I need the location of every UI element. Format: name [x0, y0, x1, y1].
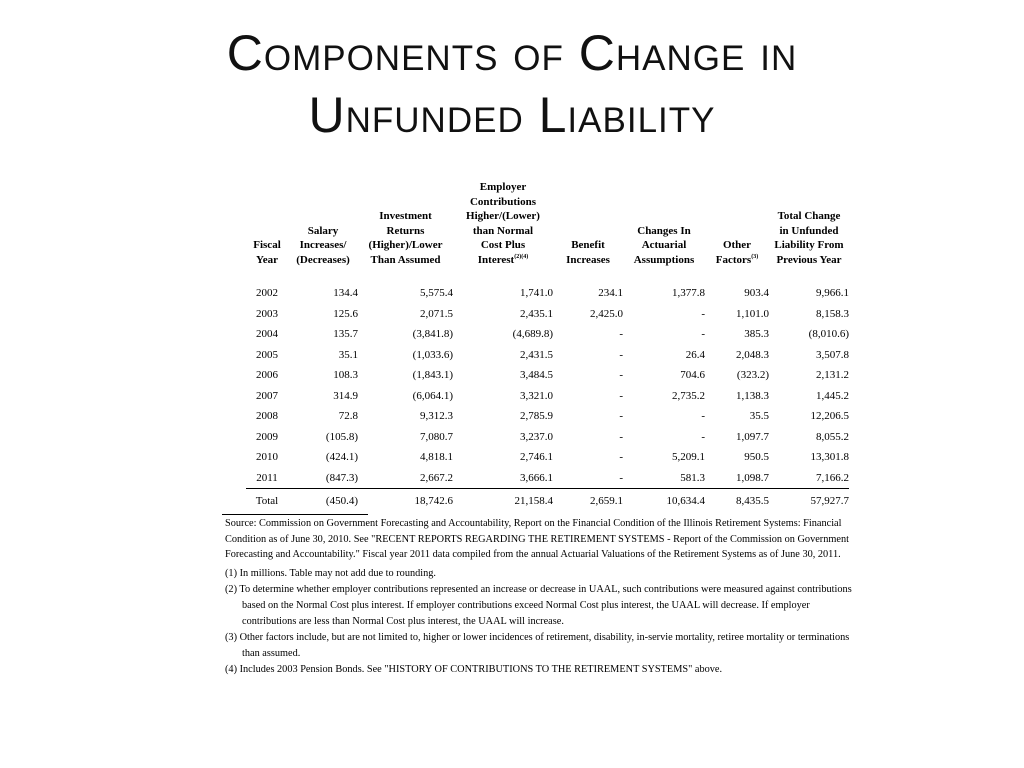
table-row — [246, 324, 849, 345]
cell-salary: 314.9 — [333, 389, 358, 402]
cell-year: 2003 — [256, 307, 278, 320]
cell-total: 9,966.1 — [816, 287, 849, 300]
cell-benefit: - — [619, 451, 623, 464]
footnote-1: (1) In millions. Table may not add due to rounding. — [225, 567, 437, 579]
table-row — [246, 468, 849, 489]
cell-salary: (847.3) — [325, 471, 358, 484]
footnote-marker: (2)(4) — [514, 253, 529, 260]
cell-actuarial: - — [701, 430, 705, 443]
cell-investment: 18,742.6 — [358, 489, 453, 512]
cell-total: 8,055.2 — [816, 430, 849, 443]
cell-total: 7,166.2 — [816, 471, 849, 484]
cell-year: 2008 — [256, 410, 278, 423]
table-row — [246, 345, 849, 366]
cell-year: 2011 — [256, 471, 278, 484]
cell-other: 35.5 — [749, 410, 769, 423]
header-fiscal-year: Fiscal Year — [253, 239, 281, 266]
cell-actuarial: - — [701, 307, 705, 320]
cell-salary: 108.3 — [333, 369, 358, 382]
cell-investment: (3,841.8) — [412, 328, 453, 341]
footnote-divider — [222, 514, 368, 515]
cell-actuarial: 26.4 — [685, 348, 705, 361]
cell-actuarial: 2,735.2 — [672, 389, 705, 402]
cell-other: 8,435.5 — [705, 489, 769, 512]
table-row — [246, 386, 849, 407]
footnote-4: (4) Includes 2003 Pension Bonds. See "HISTORY OF CONTRIBUTIONS TO THE RETIREMENT SYSTEMS" above. — [225, 664, 723, 676]
table-total-row — [246, 489, 849, 512]
cell-salary: (105.8) — [325, 430, 358, 443]
cell-employer: (4,689.8) — [512, 328, 553, 341]
header-employer-contributions: Employer Contributions Higher/(Lower) than Normal Cost Plus Interest$^{(2)(4)}$ — [466, 181, 540, 266]
header-other-factors: Other Factors$^{(3)}$ — [715, 239, 759, 266]
cell-employer: 3,321.0 — [520, 389, 553, 402]
cell-year: Total — [246, 489, 288, 512]
cell-employer: 2,746.1 — [520, 451, 553, 464]
cell-investment: 2,071.5 — [420, 307, 453, 320]
cell-investment: (1,033.6) — [412, 348, 453, 361]
cell-benefit: - — [619, 389, 623, 402]
cell-employer: 21,158.4 — [453, 489, 553, 512]
cell-actuarial: 5,209.1 — [672, 451, 705, 464]
cell-actuarial: 581.3 — [680, 471, 705, 484]
cell-actuarial: 704.6 — [680, 369, 705, 382]
footnote-3: (3) Other factors include, but are not limited to, higher or lower incidences of retirement, disability, in-servie mortality, retiree mortality or terminations than assumed. — [225, 632, 850, 659]
cell-total: (8,010.6) — [808, 328, 849, 341]
notes-section — [225, 516, 855, 679]
table-row — [246, 406, 849, 427]
header-total-change: Total Change in Unfunded Liability From Previous Year — [774, 210, 844, 266]
cell-employer: 1,741.0 — [520, 287, 553, 300]
cell-employer: 3,666.1 — [520, 471, 553, 484]
cell-employer: 2,785.9 — [520, 410, 553, 423]
cell-salary: 135.7 — [333, 328, 358, 341]
cell-investment: (6,064.1) — [412, 389, 453, 402]
cell-total: 8,158.3 — [816, 307, 849, 320]
cell-benefit: - — [619, 410, 623, 423]
cell-other: 903.4 — [744, 287, 769, 300]
cell-other: (323.2) — [736, 369, 769, 382]
cell-year: 2002 — [256, 287, 278, 300]
cell-benefit: - — [619, 471, 623, 484]
cell-investment: 2,667.2 — [420, 471, 453, 484]
table-row — [246, 365, 849, 386]
table-body — [246, 273, 849, 512]
cell-other: 1,097.7 — [736, 430, 769, 443]
header-actuarial-assumptions: Changes In Actuarial Assumptions — [633, 224, 695, 266]
cell-salary: 125.6 — [333, 307, 358, 320]
cell-employer: 2,431.5 — [520, 348, 553, 361]
cell-salary: 134.4 — [333, 287, 358, 300]
cell-salary: 35.1 — [338, 348, 358, 361]
cell-benefit: - — [619, 369, 623, 382]
cell-year: 2010 — [256, 451, 278, 464]
cell-employer: 3,484.5 — [520, 369, 553, 382]
cell-actuarial: 1,377.8 — [672, 287, 705, 300]
cell-year: 2006 — [256, 369, 278, 382]
cell-benefit: 2,659.1 — [553, 489, 623, 512]
cell-other: 1,138.3 — [736, 389, 769, 402]
cell-benefit: 2,425.0 — [590, 307, 623, 320]
cell-benefit: - — [619, 348, 623, 361]
cell-year: 2005 — [256, 348, 278, 361]
cell-benefit: 234.1 — [598, 287, 623, 300]
cell-year: 2004 — [256, 328, 278, 341]
footnote-2: (2) To determine whether employer contributions represented an increase or decrease in UAAL, such contributions were measured against contributions based on the Normal Cost plus interest. If employer contributions exceed Normal Cost plus interest, the UAAL will decrease. If employer contributions are less than Normal Cost plus interest, the UAAL will increase. — [225, 584, 852, 627]
cell-total: 2,131.2 — [816, 369, 849, 382]
header-salary-increases: Salary Increases/ (Decreases) — [296, 224, 350, 266]
cell-other: 950.5 — [744, 451, 769, 464]
cell-actuarial: - — [701, 328, 705, 341]
cell-total: 1,445.2 — [816, 389, 849, 402]
cell-year: 2009 — [256, 430, 278, 443]
cell-other: 1,101.0 — [736, 307, 769, 320]
cell-salary: (424.1) — [325, 451, 358, 464]
unfunded-liability-table — [246, 180, 849, 512]
cell-total: 57,927.7 — [769, 489, 849, 512]
cell-investment: (1,843.1) — [412, 369, 453, 382]
table-row — [246, 447, 849, 468]
cell-investment: 7,080.7 — [420, 430, 453, 443]
cell-salary: 72.8 — [338, 410, 358, 423]
slide-title-line-1: Components of Change in — [226, 25, 798, 81]
footnote-marker: (3) — [751, 253, 759, 260]
cell-salary: (450.4) — [288, 489, 358, 512]
cell-benefit: - — [619, 328, 623, 341]
table-row — [246, 304, 849, 325]
table-header — [246, 180, 849, 273]
cell-benefit: - — [619, 430, 623, 443]
cell-investment: 9,312.3 — [420, 410, 453, 423]
cell-other: 1,098.7 — [736, 471, 769, 484]
cell-actuarial: 10,634.4 — [623, 489, 705, 512]
slide-title — [0, 22, 1024, 146]
cell-other: 2,048.3 — [736, 348, 769, 361]
slide-title-line-2: Unfunded Liability — [308, 87, 716, 143]
source-note: Source: Commission on Government Forecasting and Accountability, Report on the Financial Condition of the Illinois Retirement Systems: Financial Condition as of June 30, 2010. See "RECENT REPORTS REGARDING THE RETIREMENT SYSTEMS - Report of the Commission on Government Forecasting and Accountability." Fiscal year 2011 data compiled from the annual Actuarial Valuations of the Retirement Systems as of June 30, 2011. — [225, 518, 849, 561]
cell-total: 3,507.8 — [816, 348, 849, 361]
cell-employer: 2,435.1 — [520, 307, 553, 320]
cell-other: 385.3 — [744, 328, 769, 341]
header-investment-returns: Investment Returns (Higher)/Lower Than Assumed — [368, 210, 443, 266]
header-benefit-increases: Benefit Increases — [566, 239, 610, 266]
table-row — [246, 273, 849, 304]
cell-investment: 5,575.4 — [420, 287, 453, 300]
cell-year: 2007 — [256, 389, 278, 402]
cell-investment: 4,818.1 — [420, 451, 453, 464]
cell-actuarial: - — [701, 410, 705, 423]
cell-total: 13,301.8 — [810, 451, 849, 464]
cell-employer: 3,237.0 — [520, 430, 553, 443]
table-row — [246, 427, 849, 448]
cell-total: 12,206.5 — [810, 410, 849, 423]
